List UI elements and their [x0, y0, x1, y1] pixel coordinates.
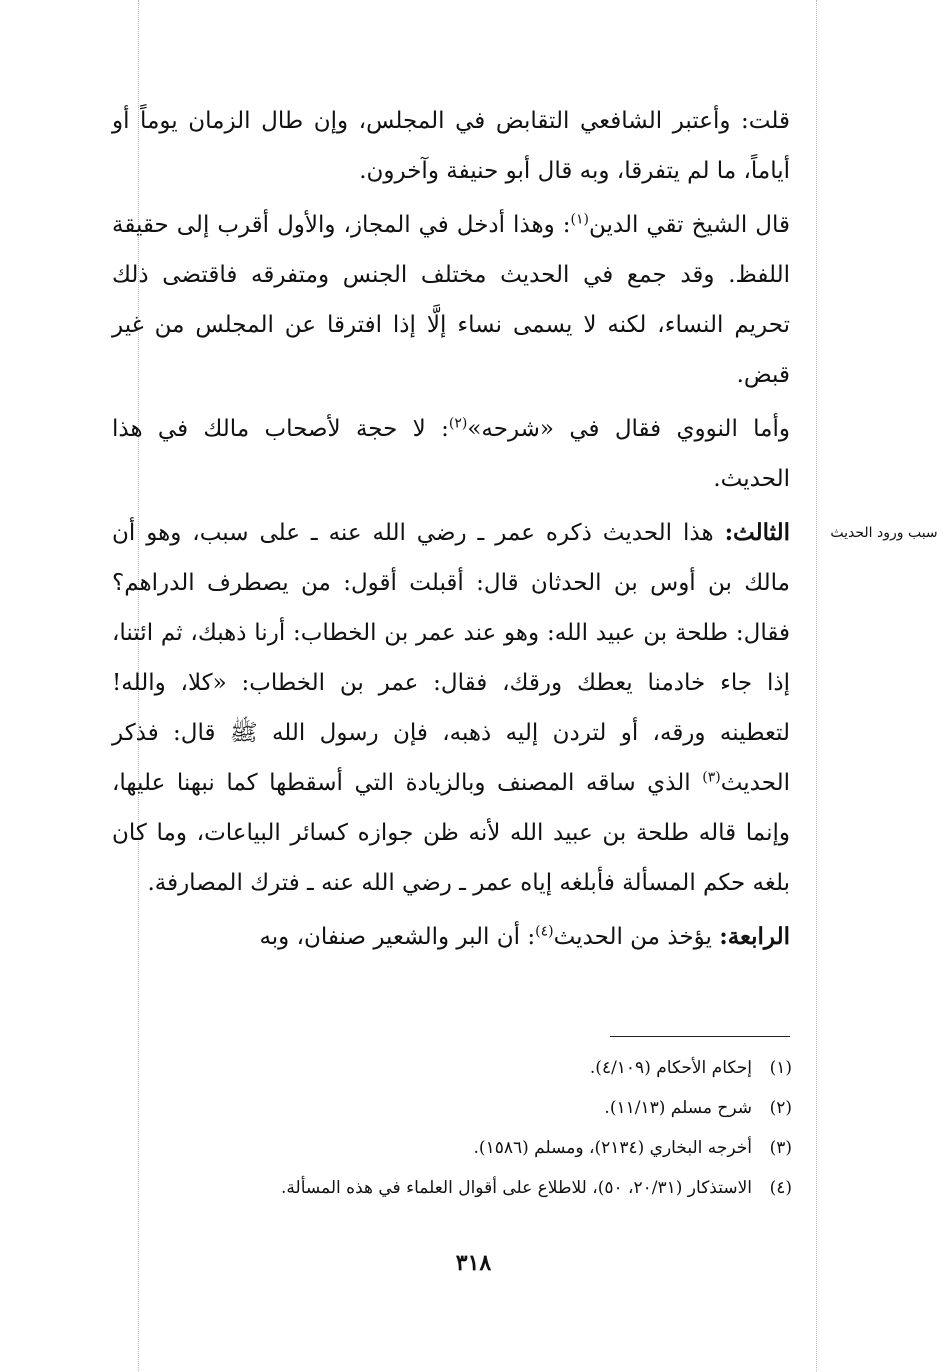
paragraph-text: هذا الحديث ذكره عمر ـ رضي الله عنه ـ على سبب، وهو أن مالك بن أوس بن الحدثان قال: أقبلت أقول: من يصطرف الدراهم؟ فقال: طلحة بن عبيد الله: وهو عند عمر بن الخطاب: أرنا ذهبك، ثم ائتنا، إذا جاء خادمنا يعطك ورقك، فقال: عمر بن الخطاب: «كلا، والله! لتعطينه ورقه، أو لتردن إليه ذهبه، فإن رسول الله ﷺ قال: فذكر الحديث — [112, 520, 790, 796]
footnote-text: إحكام الأحكام (٤/١٠٩). — [589, 1058, 752, 1078]
footnote-divider — [610, 1036, 790, 1037]
footnote-item — [112, 1168, 792, 1208]
footnote-text: الاستذكار (٢٠/٣١، ٥٠)، للاطلاع على أقوال العلماء في هذه المسألة. — [281, 1178, 752, 1198]
paragraph-text: وأما النووي فقال في «شرحه» — [467, 416, 790, 442]
footnote-number: (٤) — [769, 1178, 792, 1198]
footnote-item — [112, 1048, 792, 1088]
paragraph — [112, 508, 790, 908]
paragraph-text: قلت: وأعتبر الشافعي التقابض في المجلس، وإن طال الزمان يوماً أو أياماً، ما لم يتفرقا، وبه قال أبو حنيفة وآخرون. — [112, 108, 790, 184]
section-lead: الثالث: — [724, 519, 790, 546]
paragraph-text: : لا حجة لأصحاب مالك في هذا الحديث. — [112, 416, 790, 492]
footnote-text: أخرجه البخاري (٢١٣٤)، ومسلم (١٥٨٦). — [473, 1138, 752, 1158]
footnote-reference[interactable]: (٢) — [448, 415, 468, 432]
footnote-reference[interactable]: (٣) — [702, 769, 721, 786]
paragraph — [112, 200, 790, 400]
paragraph-text: الذي ساقه المصنف وبالزيادة التي أسقطها كما نبهنا عليها، وإنما قاله طلحة بن عبيد الله لأنه ظن جوازه كسائر البياعات، وما كان بلغه حكم المسألة فأبلغه إياه عمر ـ رضي الله عنه ـ فترك المصارفة. — [112, 770, 790, 896]
section-lead: الرابعة: — [719, 923, 790, 950]
paragraph-text: : وهذا أدخل في المجاز، والأول أقرب إلى حقيقة اللفظ. وقد جمع في الحديث مختلف الجنس ومتفرقه فاقتضى ذلك تحريم النساء، لكنه لا يسمى نساء إلَّا إذا افترقا عن المجلس من غير قبض. — [112, 212, 790, 388]
paragraph — [112, 96, 790, 196]
page-number: ٣١٨ — [455, 1250, 492, 1276]
paragraph-text: : أن البر والشعير صنفان، وبه — [259, 924, 536, 950]
paragraph — [112, 404, 790, 504]
footnotes — [112, 1048, 792, 1208]
footnote-number: (١) — [769, 1058, 792, 1078]
footnote-reference[interactable]: (٤) — [535, 923, 554, 940]
margin-note: سبب ورود الحديث — [830, 525, 938, 541]
footnote-item — [112, 1088, 792, 1128]
footnote-reference[interactable]: (١) — [570, 211, 589, 228]
footnote-number: (٢) — [769, 1098, 792, 1118]
paragraph-text: يؤخذ من الحديث — [553, 924, 720, 950]
footnote-number: (٣) — [769, 1138, 792, 1158]
footnote-item — [112, 1128, 792, 1168]
footnote-text: شرح مسلم (١١/١٣). — [604, 1098, 752, 1118]
paragraph — [112, 912, 790, 962]
scan-artifact-line — [816, 0, 817, 1372]
paragraph-text: قال الشيخ تقي الدين — [588, 212, 791, 238]
main-text — [112, 96, 790, 966]
